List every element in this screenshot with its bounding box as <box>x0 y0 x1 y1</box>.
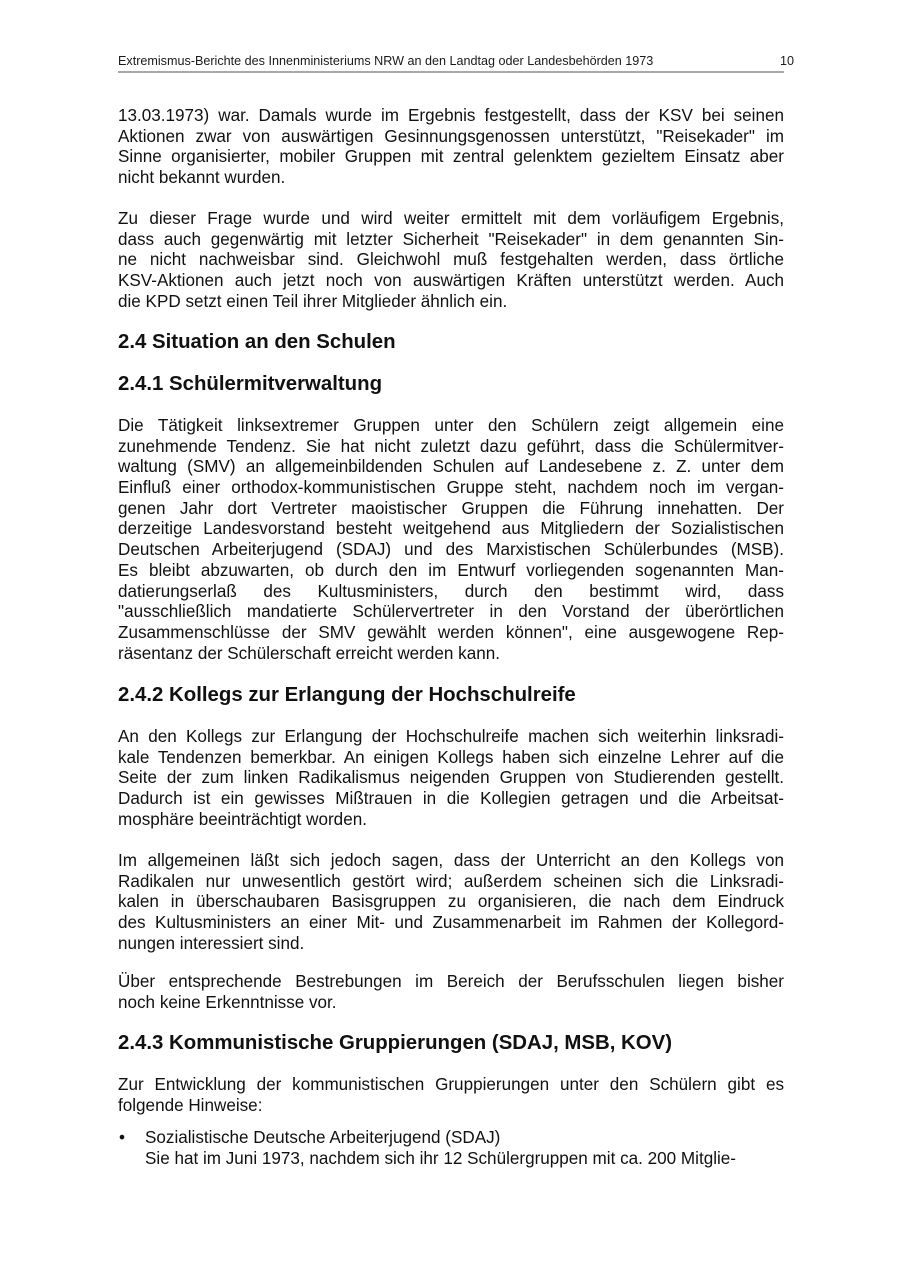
text-line: Sie hat im Juni 1973, nachdem sich ihr 12 Schülergruppen mit ca. 200 Mitglie- <box>145 1148 736 1168</box>
text-line: mosphäre beeinträchtigt worden. <box>118 809 367 829</box>
text-line: genen Jahr dort Vertreter maoistischer Gruppen die Führung innehatten. Der <box>118 498 784 518</box>
section-heading-2-4-1: 2.4.1 Schülermitverwaltung <box>118 373 383 395</box>
text-line: Einfluß einer orthodox-kommunistischen Gruppe steht, nachdem noch im vergan- <box>118 478 784 498</box>
page-number: 10 <box>779 54 794 68</box>
section-heading-2-4-3: 2.4.3 Kommunistische Gruppierungen (SDAJ, MSB, KOV) <box>118 1032 673 1054</box>
text-line: Radikalen nur unwesentlich gestört wird; außerdem scheinen sich die Linksradi- <box>118 871 784 891</box>
text-line: Zusammenschlüsse der SMV gewählt werden können", eine ausgewogene Rep- <box>118 622 784 642</box>
text-line: Dadurch ist ein gewisses Mißtrauen in die Kollegien getragen und die Arbeitsat- <box>118 789 784 809</box>
text-line: dass auch gegenwärtig mit letzter Sicherheit "Reisekader" in dem genannten Sin- <box>118 229 784 249</box>
paragraph-reisekader <box>118 209 784 312</box>
text-line: die KPD setzt einen Teil ihrer Mitglieder ähnlich ein. <box>118 291 508 311</box>
text-line: KSV-Aktionen auch jetzt noch von auswärtigen Kräften unterstützt werden. Auch <box>118 271 784 291</box>
paragraph-kollegs <box>118 727 784 830</box>
running-header <box>118 53 794 73</box>
text-line: 13.03.1973) war. Damals wurde im Ergebnis festgestellt, dass der KSV bei seinen <box>118 106 784 125</box>
text-line: nungen interessiert sind. <box>118 933 305 953</box>
text-line: folgende Hinweise: <box>118 1095 263 1115</box>
text-line: Seite der zum linken Radikalismus neigenden Gruppen von Studierenden gestellt. <box>118 768 784 788</box>
header-title: Extremismus-Berichte des Innenministeriums NRW an den Landtag oder Landesbehörden 1973 <box>118 54 654 68</box>
bullet-list <box>118 1128 784 1169</box>
text-line: datierungserlaß des Kultusministers, durch den bestimmt wird, dass <box>118 581 784 601</box>
text-line: des Kultusministers an einer Mit- und Zusammenarbeit im Rahmen der Kollegord- <box>118 913 784 933</box>
text-line: "ausschließlich mandatierte Schülervertreter in den Vorstand der überörtlichen <box>118 602 784 622</box>
text-line: An den Kollegs zur Erlangung der Hochschulreife machen sich weiterhin linksradi- <box>118 727 784 746</box>
text-line: waltung (SMV) an allgemeinbildenden Schulen auf Landesebene z. Z. unter dem <box>118 457 784 477</box>
text-line: Zu dieser Frage wurde und wird weiter ermittelt mit dem vorläufigem Ergebnis, <box>118 209 784 228</box>
bullet-icon: • <box>119 1128 125 1147</box>
text-line: Zur Entwicklung der kommunistischen Gruppierungen unter den Schülern gibt es <box>118 1075 784 1094</box>
text-line: Es bleibt abzuwarten, ob durch den im Entwurf vorliegenden sogenannten Man- <box>118 560 784 580</box>
text-line: kale Tendenzen bemerkbar. An einigen Kollegs haben sich einzelne Lehrer auf die <box>118 747 784 767</box>
section-heading-2-4: 2.4 Situation an den Schulen <box>118 331 396 353</box>
paragraph-ksv-result <box>118 106 784 189</box>
text-line: Deutschen Arbeiterjugend (SDAJ) und des Marxistischen Schülerbundes (MSB). <box>118 540 784 560</box>
text-line: räsentanz der Schülerschaft erreicht werden kann. <box>118 643 500 663</box>
text-line: ne nicht nachweisbar sind. Gleichwohl muß festgehalten werden, dass örtliche <box>118 250 784 270</box>
paragraph-berufsschulen <box>118 972 784 1013</box>
text-line: zunehmende Tendenz. Sie hat nicht zuletzt dazu geführt, dass die Schülermitver- <box>118 436 784 456</box>
paragraph-unterricht <box>118 851 784 954</box>
list-item-title: Sozialistische Deutsche Arbeiterjugend (SDAJ) <box>145 1128 501 1147</box>
text-line: Über entsprechende Bestrebungen im Bereich der Berufsschulen liegen bisher <box>118 972 784 991</box>
section-heading-2-4-2: 2.4.2 Kollegs zur Erlangung der Hochschulreife <box>118 684 576 706</box>
paragraph-hinweise <box>118 1075 784 1116</box>
text-line: Die Tätigkeit linksextremer Gruppen unter den Schülern zeigt allgemein eine <box>118 416 784 435</box>
text-line: Im allgemeinen läßt sich jedoch sagen, dass der Unterricht an den Kollegs von <box>118 851 784 870</box>
text-line: kalen in überschaubaren Basisgruppen zu organisieren, die nach dem Eindruck <box>118 892 784 912</box>
text-line: nicht bekannt wurden. <box>118 168 286 188</box>
text-line: Sinne organisierter, mobiler Gruppen mit zentral gelenktem gezieltem Einsatz aber <box>118 147 784 167</box>
paragraph-schuelermitverwaltung <box>118 416 784 664</box>
text-line: derzeitige Landesvorstand besteht weitgehend aus Mitgliedern der Sozialistischen <box>118 519 784 539</box>
text-line: noch keine Erkenntnisse vor. <box>118 992 337 1012</box>
text-line: Aktionen zwar von auswärtigen Gesinnungsgenossen unterstützt, "Reisekader" im <box>118 126 784 146</box>
list-item <box>118 1128 784 1169</box>
